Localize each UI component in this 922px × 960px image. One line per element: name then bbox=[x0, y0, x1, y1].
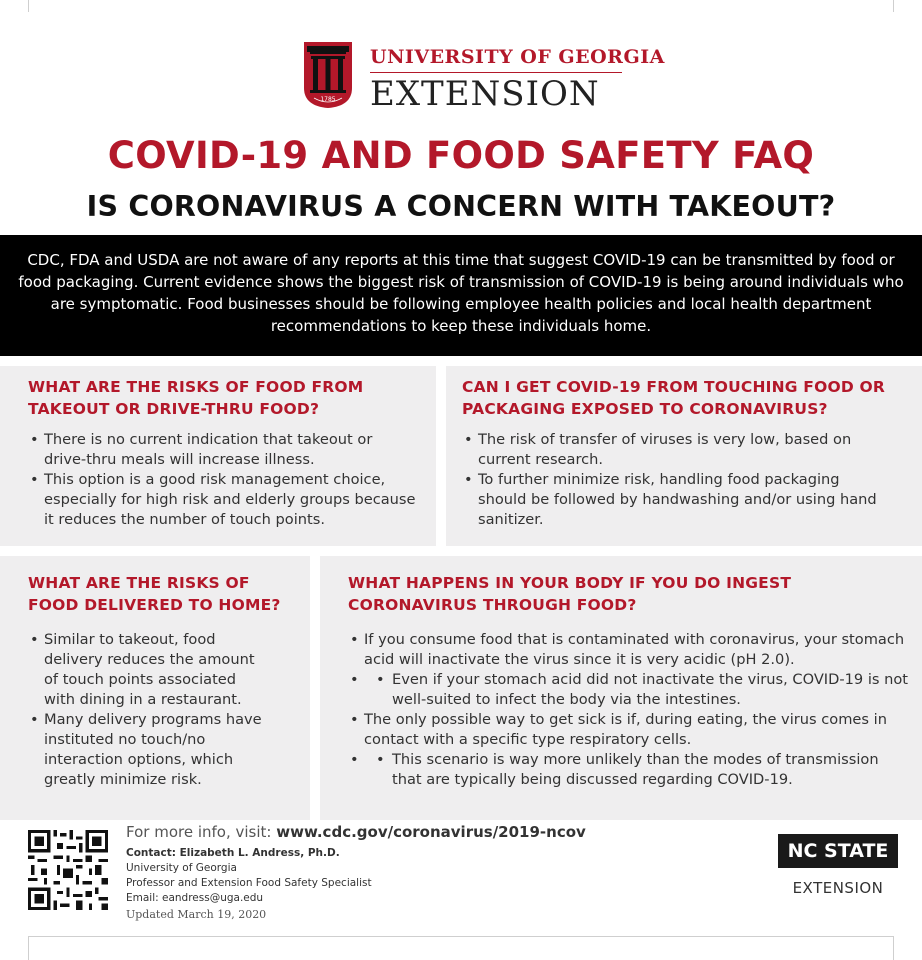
svg-text:1785: 1785 bbox=[320, 96, 336, 103]
uga-arch-logo-icon bbox=[302, 40, 354, 110]
contact-org: University of Georgia bbox=[126, 862, 237, 874]
frame-line bbox=[893, 0, 894, 12]
more-info-link[interactable]: www.cdc.gov/coronavirus/2019-ncov bbox=[276, 823, 586, 841]
list-item-text: If you consume food that is contaminated with coronavirus, your stomach acid will inactivate the virus since it is very acidic (pH 2.0). bbox=[364, 631, 905, 668]
intro-banner bbox=[0, 235, 922, 356]
takeout-heading: WHAT ARE THE RISKS OF FOOD FROM TAKEOUT OR DRIVE-THRU FOOD? bbox=[28, 378, 364, 418]
touching-panel bbox=[446, 366, 922, 546]
extension-name: EXTENSION bbox=[370, 74, 600, 114]
page-title: COVID-19 AND FOOD SAFETY FAQ bbox=[107, 134, 815, 177]
sub-list-item: • • This scenario is way more unlikely than the modes of transmission that are typically being discussed regarding COVID-19. bbox=[372, 750, 908, 790]
sub-list-container bbox=[348, 750, 908, 790]
ingest-heading: WHAT HAPPENS IN YOUR BODY IF YOU DO INGEST CORONAVIRUS THROUGH FOOD? bbox=[348, 574, 792, 614]
header-divider bbox=[370, 72, 622, 73]
nc-state-extension: EXTENSION bbox=[792, 879, 884, 897]
delivered-bullets bbox=[28, 630, 268, 790]
updated-date: Updated March 19, 2020 bbox=[126, 908, 267, 921]
list-item bbox=[348, 710, 908, 750]
intro-text: CDC, FDA and USDA are not aware of any reports at this time that suggest COVID-19 can be transmitted by food or food packaging. Current evidence shows the biggest risk of transmission of COVID-19 is being around individuals who are symptomatic. Food businesses should be following employee health policies and local health department recommendations to keep these individuals home. bbox=[18, 251, 904, 335]
more-info bbox=[126, 823, 586, 841]
frame-line bbox=[28, 936, 29, 960]
takeout-panel bbox=[0, 366, 436, 546]
list-item: • Many delivery programs have instituted no touch/no interaction options, which greatly minimize risk. bbox=[28, 710, 268, 790]
more-info-label: For more info, visit: bbox=[126, 823, 272, 841]
contact-email[interactable]: Email: eandress@uga.edu bbox=[126, 892, 264, 904]
ingest-panel bbox=[320, 556, 922, 820]
sub-list-container bbox=[348, 670, 908, 710]
delivered-panel bbox=[0, 556, 310, 820]
list-item-text: The only possible way to get sick is if, during eating, the virus comes in contact with a specific type respiratory cells. bbox=[364, 711, 887, 748]
frame-line bbox=[28, 936, 894, 937]
contact-block bbox=[126, 846, 372, 906]
list-item: • There is no current indication that takeout or drive-thru meals will increase illness. bbox=[28, 430, 416, 470]
frame-line bbox=[893, 936, 894, 960]
sub-list-item: • • Even if your stomach acid did not inactivate the virus, COVID-19 is not well-suited to infect the body via the intestines. bbox=[372, 670, 908, 710]
contact-title: Professor and Extension Food Safety Specialist bbox=[126, 877, 372, 889]
takeout-bullets bbox=[28, 430, 416, 530]
qr-code-icon[interactable] bbox=[28, 830, 108, 910]
list-item: • To further minimize risk, handling food packaging should be followed by handwashing and/or using hand sanitizer. bbox=[462, 470, 892, 530]
ingest-bullets bbox=[348, 630, 908, 790]
list-item: • The risk of transfer of viruses is very low, based on current research. bbox=[462, 430, 892, 470]
touching-bullets bbox=[462, 430, 892, 530]
delivered-heading: WHAT ARE THE RISKS OF FOOD DELIVERED TO HOME? bbox=[28, 574, 281, 614]
list-item bbox=[348, 630, 908, 670]
page-subtitle: IS CORONAVIRUS A CONCERN WITH TAKEOUT? bbox=[86, 190, 836, 223]
university-name: UNIVERSITY OF GEORGIA bbox=[370, 46, 665, 68]
touching-heading: CAN I GET COVID-19 FROM TOUCHING FOOD OR PACKAGING EXPOSED TO CORONAVIRUS? bbox=[462, 378, 886, 418]
contact-name: Contact: Elizabeth L. Andress, Ph.D. bbox=[126, 847, 340, 859]
frame-line bbox=[28, 0, 29, 12]
list-item: • Similar to takeout, food delivery reduces the amount of touch points associated with dining in a restaurant. bbox=[28, 630, 268, 710]
nc-state-logo: NC STATE bbox=[778, 834, 898, 868]
list-item: • This option is a good risk management choice, especially for high risk and elderly groups because it reduces the number of touch points. bbox=[28, 470, 416, 530]
